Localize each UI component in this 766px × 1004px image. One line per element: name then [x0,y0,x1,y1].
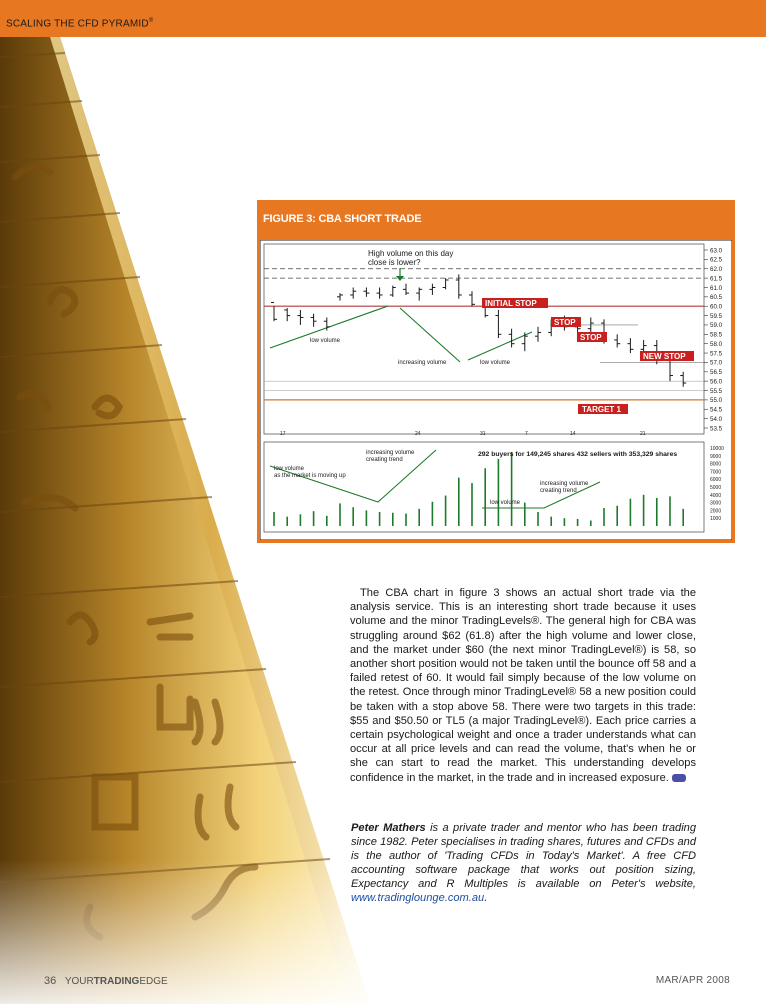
price-tick-label-7: 59.5 [710,312,723,320]
price-tick-label-1: 62.5 [710,256,723,264]
price-tick-label-2: 62.0 [710,266,723,274]
section-header-bar [0,0,766,37]
vol-annotation-low-2: as the market is moving up [274,473,346,479]
price-tick-label-19: 53.5 [710,425,723,433]
author-website-link[interactable]: www.tradinglounge.com.au [351,891,485,904]
vol-annotation-low-1: low volume [274,466,305,472]
price-tick-label-11: 57.5 [710,350,723,358]
price-tick-label-6: 60.0 [710,303,723,311]
x-tick-label-5: 21 [640,431,646,437]
x-tick-label-3: 7 [525,431,528,437]
cba-chart [260,240,732,540]
author-name: Peter Mathers [351,822,426,834]
figure-title: FIGURE 3: CBA SHORT TRADE [263,213,422,225]
price-tick-label-17: 54.5 [710,406,723,414]
annotation-low-volume-2: low volume [480,360,511,366]
volume-tick-label-2: 8000 [710,461,722,468]
vol-annotation-incr-1: increasing volume [366,450,415,456]
x-tick-label-4: 14 [570,431,576,437]
bio-text: is a private trader and mentor who has been trading since 1982. Peter specialises in trading shares, futures and CFDs and is the author of 'Trading CFDs in Today's Market'. A free CFD accounting software package that works out position sizing, Expectancy and R Multiples is available on Peter's website, [351,822,696,890]
article-body [350,586,696,785]
price-tick-label-16: 55.0 [710,397,723,405]
volume-tick-label-5: 5000 [710,485,722,491]
price-tick-label-12: 57.0 [710,359,723,367]
x-tick-label-1: 24 [415,431,421,437]
price-tick-label-15: 55.5 [710,387,723,395]
figure-3-panel [257,200,735,543]
end-of-article-icon [672,774,686,782]
annotation-high-volume-2: close is lower? [368,258,421,267]
cba-chart-svg [260,240,732,540]
target-label: TARGET 1 [582,405,621,414]
x-tick-label-2: 31 [480,431,486,437]
vol-annotation-incr-2: creating trend [366,457,403,463]
volume-tick-label-9: 1000 [710,516,722,523]
price-tick-label-10: 58.0 [710,340,723,348]
vol-annotation-low-3: low volume [490,500,521,506]
vol-annotation-buyers-sellers: 292 buyers for 149,245 shares 432 sellers with 353,329 shares [478,451,678,458]
volume-tick-label-6: 4000 [710,492,722,499]
stop-label-2: STOP [580,333,602,342]
stop-label-1: STOP [554,318,576,327]
new-stop-label: NEW STOP [643,352,686,361]
price-tick-label-18: 54.0 [710,415,723,423]
price-tick-label-5: 60.5 [710,294,723,302]
x-tick-label-0: 17 [280,431,286,437]
price-tick-label-14: 56.0 [710,378,723,386]
price-tick-label-0: 63.0 [710,247,723,255]
initial-stop-label: INITIAL STOP [485,299,537,308]
price-tick-label-13: 56.5 [710,369,723,377]
volume-tick-label-4: 6000 [710,477,722,484]
volume-tick-label-1: 9000 [710,453,722,460]
volume-tick-label-8: 2000 [710,508,722,515]
bio-end: . [484,891,488,904]
price-tick-label-8: 59.0 [710,322,723,330]
volume-tick-label-7: 3000 [710,500,722,507]
author-bio [351,822,696,905]
issue-date: MAR/APR 2008 [655,975,730,986]
volume-tick-label-0: 10000 [710,446,724,452]
page-number: 36 [44,975,57,987]
footer-left [44,975,168,987]
vol-annotation-incr2-2: creating trend [540,488,577,494]
price-tick-label-9: 58.5 [710,331,723,339]
price-tick-label-3: 61.5 [710,275,723,283]
magazine-name: YOURTRADINGEDGE [64,976,168,987]
volume-tick-label-3: 7000 [710,469,722,476]
annotation-high-volume-1: High volume on this day [368,249,454,258]
article-paragraph: The CBA chart in figure 3 shows an actual short trade via the analysis service. This is an interesting short trade because it uses volume and the minor TradingLevels®. The general high for CBA was struggling around $62 (61.8) after the high volume and lower close, and the market under $60 (the next minor TradingLevel®) is 58, so another short position would not be taken until the bounce off 58 and a failed retest of 60. It would fail simply because of the low volume on the retest. Once through minor TradingLevel® 58 a new position could be taken with a stop above 58. There were two targets in this trade: $55 and $50.50 or TL5 (a major TradingLevel®). Each price carries a certain psychological weight and once a trader understands what can occur at all price levels and can read the volume, that's when he or she can start to read the market. This understanding develops confidence in the market, in the trade and in increased exposure. [350,587,696,784]
annotation-low-volume-1: low volume [310,338,341,344]
section-label: SCALING THE CFD PYRAMID® [6,18,154,30]
vol-annotation-incr2-1: increasing volume [540,481,589,487]
annotation-increasing-volume: increasing volume [398,360,447,366]
price-tick-label-4: 61.0 [710,284,723,292]
